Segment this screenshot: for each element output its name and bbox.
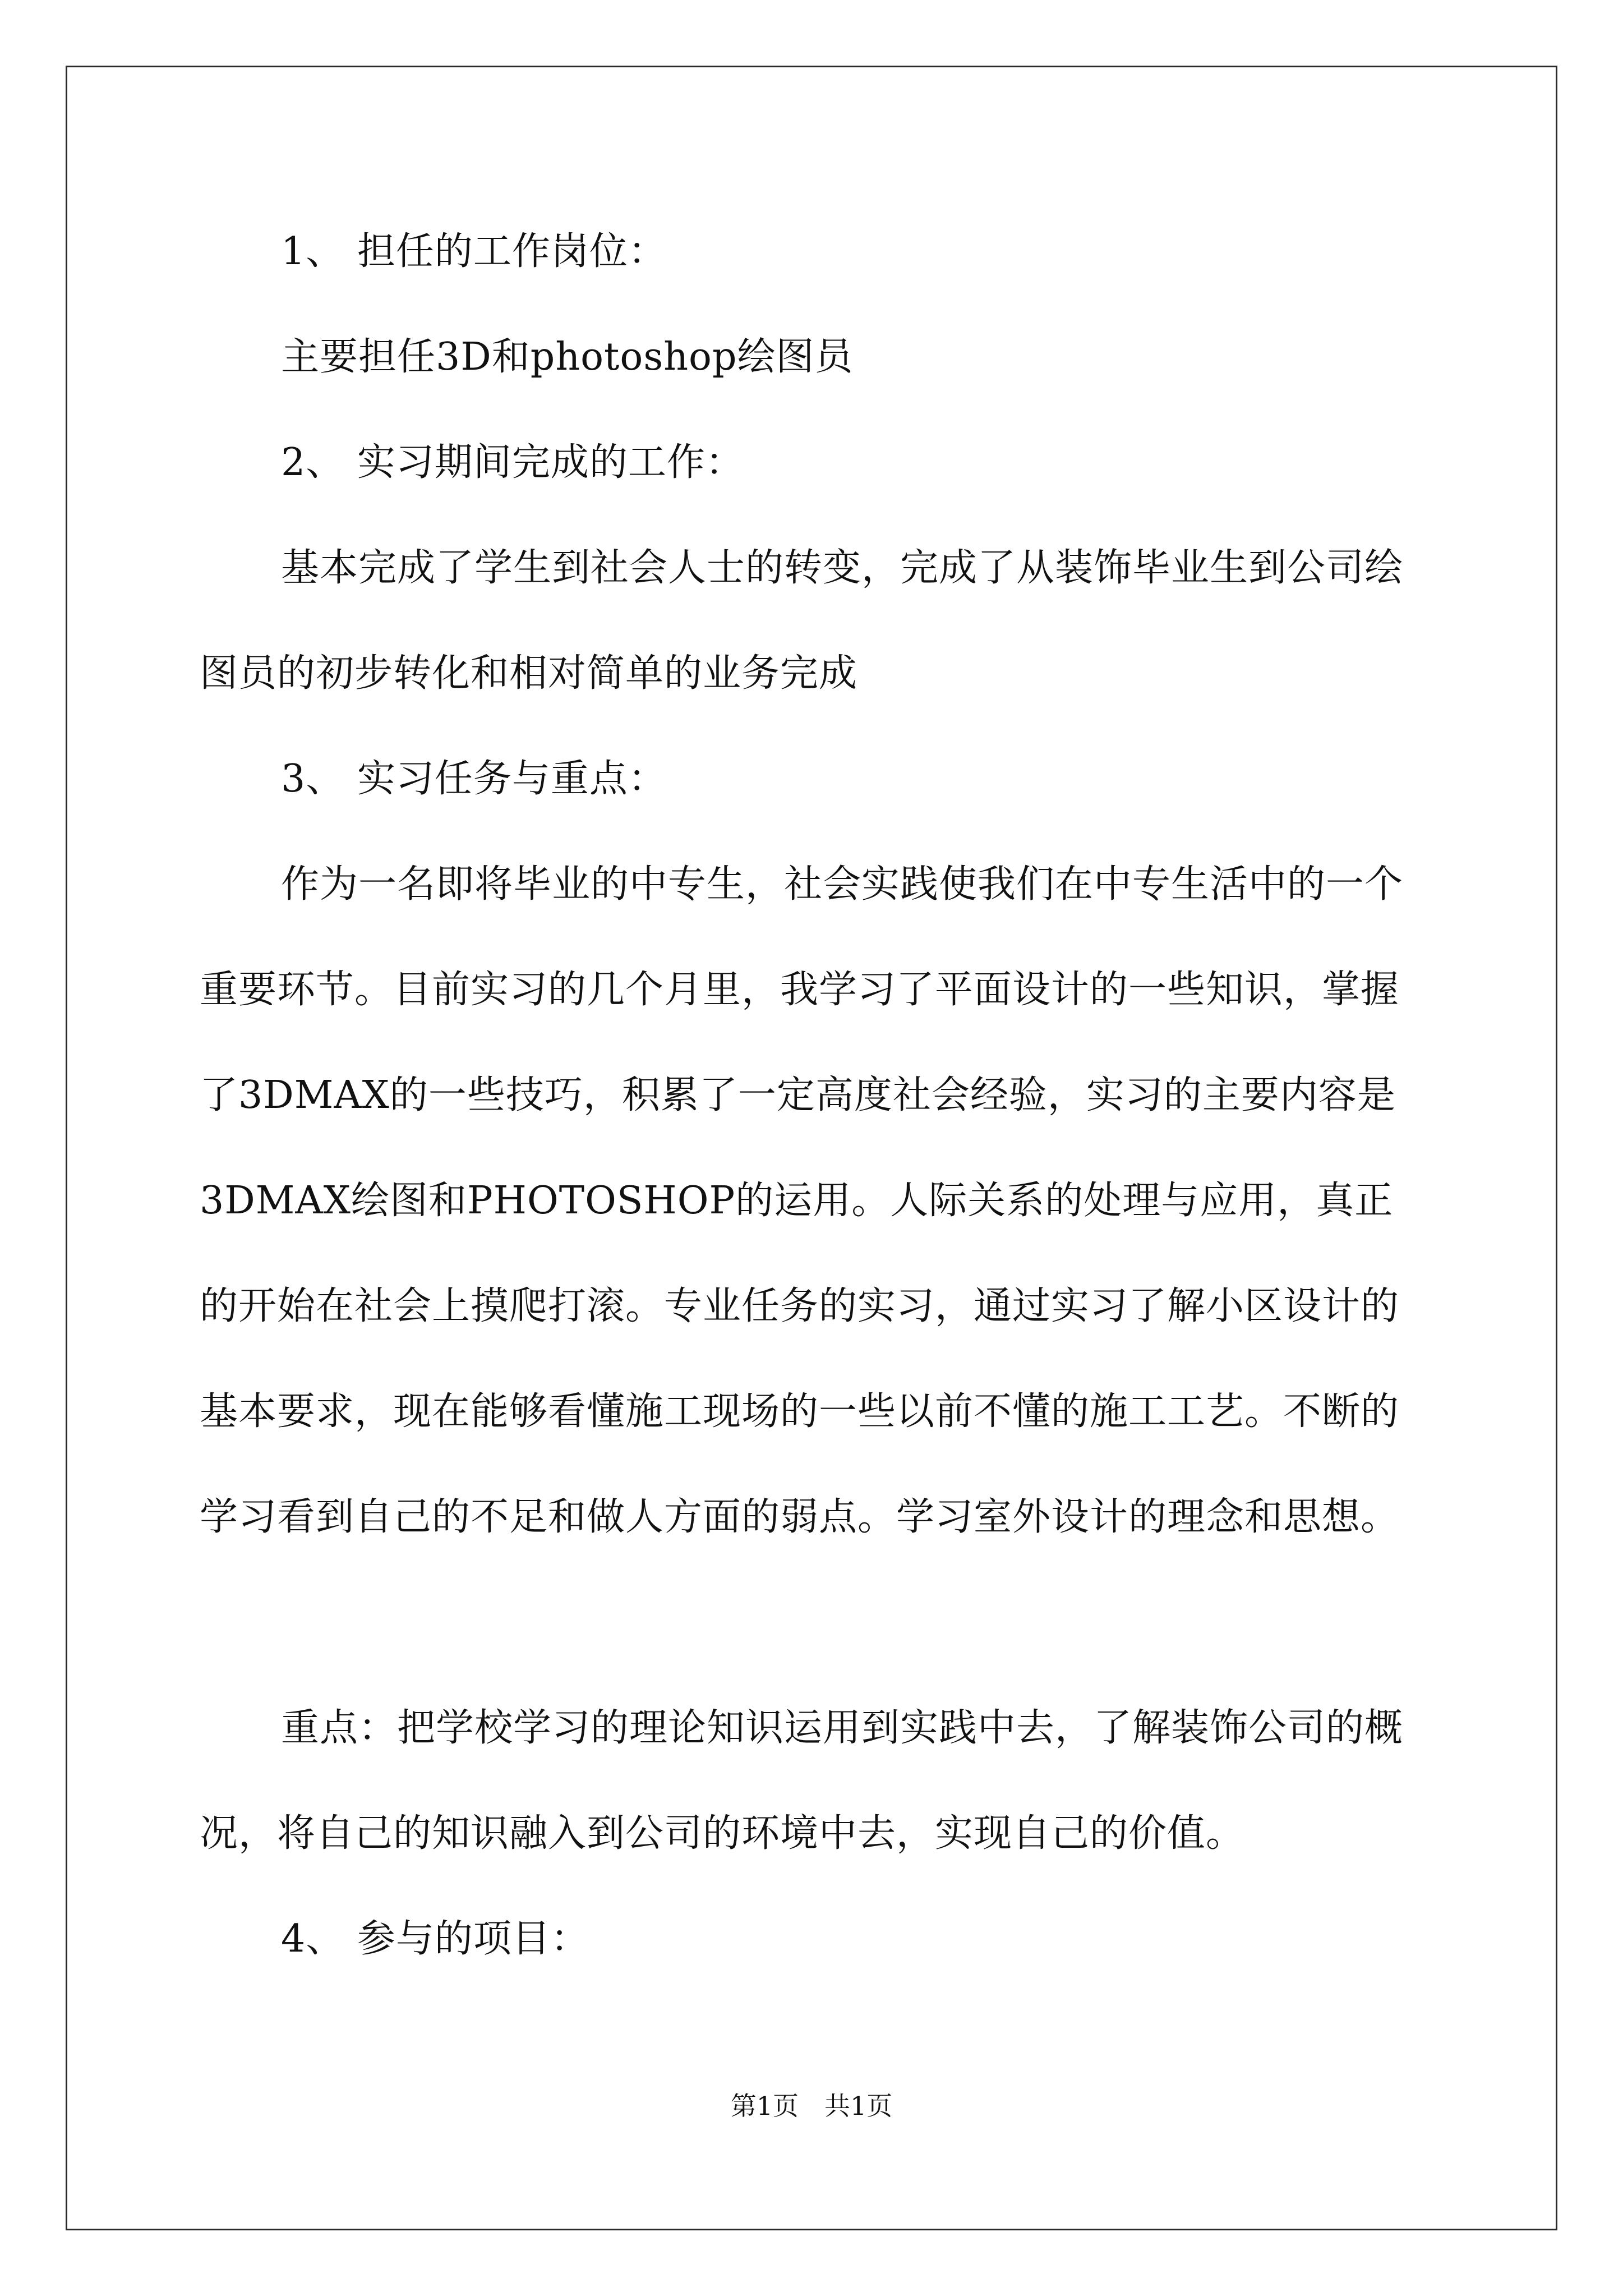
heading-projects: 4、 参与的项目： <box>281 1917 589 1961</box>
heading-work-completed: 2、 实习期间完成的工作： <box>281 440 744 485</box>
paragraph-key-points: 重点：把学校学习的理论知识运用到实践中去，了解装饰公司的概况，将自己的知识融入到公司的环境中去，实现自己的价值。 <box>200 1706 1404 1856</box>
paragraph-work-completed: 基本完成了学生到社会人士的转变，完成了从装饰毕业生到公司绘图员的初步转化和相对简单的业务完成 <box>200 546 1404 696</box>
heading-tasks-focus: 3、 实习任务与重点： <box>281 757 667 801</box>
page-footer <box>0 2089 1623 2123</box>
page-number: 第1页 <box>730 2091 799 2121</box>
page-total: 共1页 <box>824 2091 893 2121</box>
paragraph-internship-summary: 作为一名即将毕业的中专生，社会实践使我们在中专生活中的一个重要环节。目前实习的几个月里，我学习了平面设计的一些知识，掌握了3DMAX的一些技巧，积累了一定高度社会经验，实习的主要内容是3DMAX绘图和PHOTOSHOP的运用。人际关系的处理与应用，真正的开始在社会上摸爬打滚。专业任务的实习，通过实习了解小区设计的基本要求，现在能够看懂施工现场的一些以前不懂的施工工艺。不断的学习看到自己的不足和做人方面的弱点。学习室外设计的理念和思想。 <box>200 862 1404 1539</box>
paragraph-job-role: 主要担任3D和photoshop绘图员 <box>281 335 854 379</box>
heading-job-position: 1、 担任的工作岗位： <box>281 229 667 274</box>
